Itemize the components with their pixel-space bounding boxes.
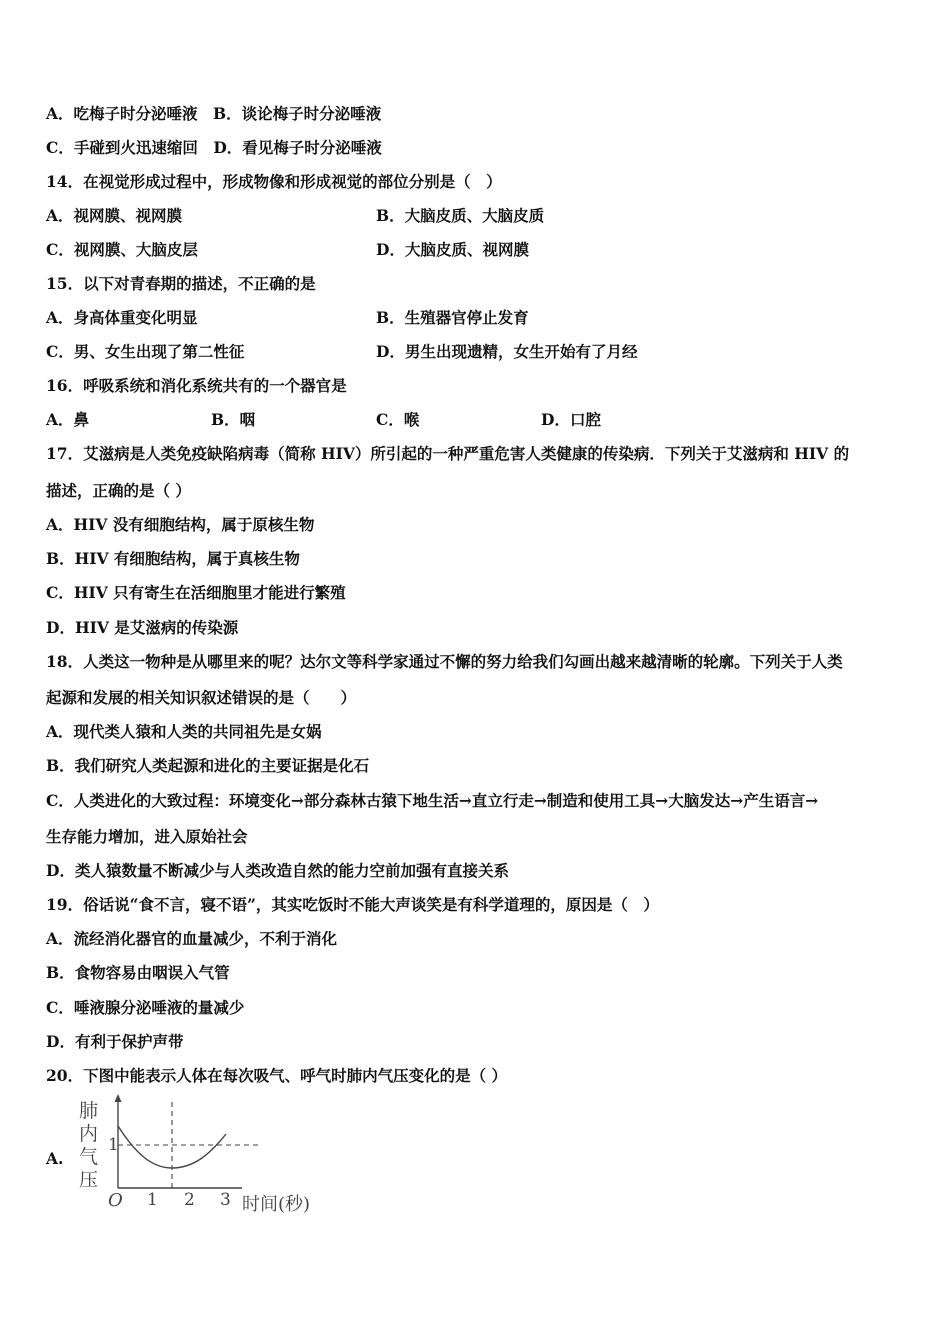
q16-option-d: D．口腔 [541, 410, 601, 429]
q19-option-d: D．有利于保护声带 [46, 1032, 184, 1051]
q18-option-a: A．现代类人猿和人类的共同祖先是女娲 [46, 722, 322, 741]
q15-option-b: B．生殖器官停止发育 [376, 308, 529, 327]
q13-options-cd: C．手碰到火迅速缩回 D．看见梅子时分泌唾液 [46, 138, 382, 157]
q14-option-c: C．视网膜、大脑皮层 [46, 240, 198, 259]
q18-option-b: B．我们研究人类起源和进化的主要证据是化石 [46, 756, 370, 775]
q20-option-a-graph [74, 1092, 334, 1222]
x-axis-label: 时间(秒) [242, 1194, 311, 1215]
q14-option-b: B．大脑皮质、大脑皮质 [376, 206, 545, 225]
y-axis-arrow [115, 1094, 122, 1102]
q18-option-c-line2: 生存能力增加，进入原始社会 [46, 827, 248, 846]
q14-option-a: A．视网膜、视网膜 [46, 206, 183, 225]
q15-stem: 15．以下对青春期的描述，不正确的是 [46, 274, 316, 293]
q18-stem-line1: 18．人类这一物种是从哪里来的呢？达尔文等科学家通过不懈的努力给我们勾画出越来越清晰的轮廓。下列关于人类 [46, 652, 843, 671]
y-tick-1: 1 [108, 1135, 119, 1155]
q15-option-d: D．男生出现遗精，女生开始有了月经 [376, 342, 638, 361]
q13-options-ab: A．吃梅子时分泌唾液 B．谈论梅子时分泌唾液 [46, 104, 382, 123]
q16-option-a: A．鼻 [46, 410, 90, 429]
x-tick-origin: O [108, 1190, 123, 1211]
q17-option-d: D．HIV 是艾滋病的传染源 [46, 618, 239, 637]
q16-option-c: C．喉 [376, 410, 420, 429]
q20-stem: 20．下图中能表示人体在每次吸气、呼气时肺内气压变化的是（ ） [46, 1066, 507, 1085]
y-label-char-2: 内 [79, 1123, 99, 1145]
q17-option-a: A．HIV 没有细胞结构，属于原核生物 [46, 515, 315, 534]
q15-option-c: C．男、女生出现了第二性征 [46, 342, 245, 361]
x-tick-1: 1 [147, 1190, 158, 1210]
q18-option-c-line1: C．人类进化的大致过程：环境变化→部分森林古猿下地生活→直立行走→制造和使用工具→大脑发达→产生语言→ [46, 791, 819, 810]
q16-stem: 16．呼吸系统和消化系统共有的一个器官是 [46, 376, 347, 395]
q19-option-c: C．唾液腺分泌唾液的量减少 [46, 998, 245, 1017]
q17-stem-line2: 描述，正确的是（ ） [46, 481, 191, 500]
q14-stem: 14．在视觉形成过程中，形成物像和形成视觉的部位分别是（ ） [46, 172, 502, 191]
q15-option-a: A．身高体重变化明显 [46, 308, 198, 327]
q19-option-a: A．流经消化器官的血量减少，不利于消化 [46, 929, 338, 948]
q20-option-a-label: A. [46, 1149, 64, 1168]
q17-stem-line1: 17．艾滋病是人类免疫缺陷病毒（简称 HIV）所引起的一种严重危害人类健康的传染病．下列关于艾滋病和 HIV 的 [46, 444, 850, 463]
y-label-char-3: 气 [79, 1146, 99, 1168]
q19-stem: 19．俗话说“食不言，寝不语”，其实吃饭时不能大声谈笑是有科学道理的，原因是（ ） [46, 895, 659, 914]
q18-stem-line2: 起源和发展的相关知识叙述错误的是（ ） [46, 688, 357, 707]
q16-option-b: B．咽 [211, 410, 256, 429]
q18-option-d: D．类人猿数量不断减少与人类改造自然的能力空前加强有直接关系 [46, 861, 509, 880]
x-tick-2: 2 [184, 1190, 195, 1210]
x-tick-3: 3 [220, 1190, 231, 1210]
q17-option-c: C．HIV 只有寄生在活细胞里才能进行繁殖 [46, 583, 346, 602]
q14-option-d: D．大脑皮质、视网膜 [376, 240, 529, 259]
q19-option-b: B．食物容易由咽误入气管 [46, 963, 230, 982]
y-label-char-1: 肺 [79, 1100, 99, 1122]
y-label-char-4: 压 [79, 1169, 99, 1191]
q17-option-b: B．HIV 有细胞结构，属于真核生物 [46, 549, 300, 568]
